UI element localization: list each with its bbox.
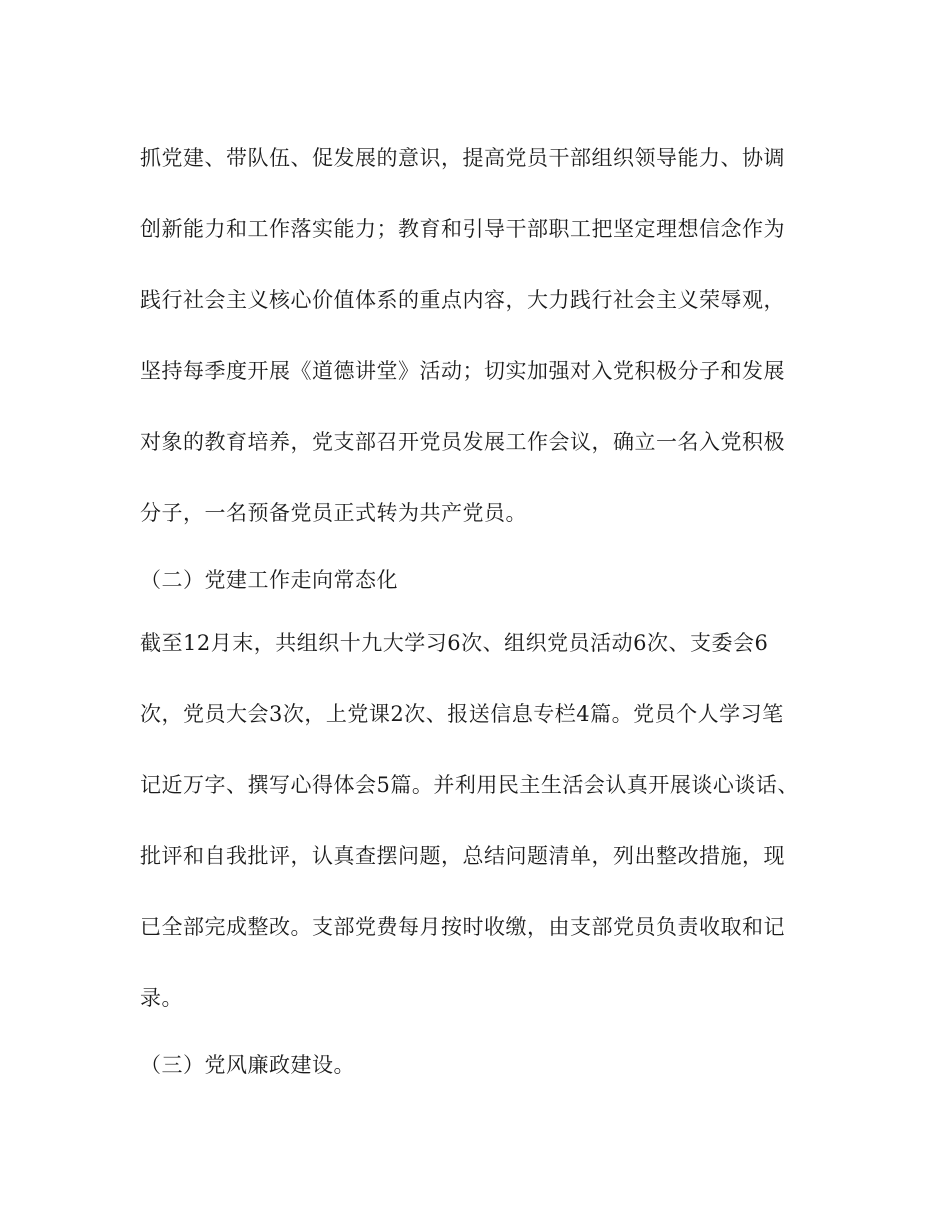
paragraph-line: 截至12月末，共组织十九大学习6次、组织党员活动6次、支委会6 [140,631,769,655]
paragraph-line: 坚持每季度开展《道德讲堂》活动；切实加强对入党积极分子和发展 [140,359,785,383]
paragraph-line: 抓党建、带队伍、促发展的意识，提高党员干部组织领导能力、协调 [140,146,785,170]
paragraph-line: 已全部完成整改。支部党费每月按时收缴，由支部党员负责收取和记 [140,915,785,939]
paragraph-line: 对象的教育培养，党支部召开党员发展工作会议，确立一名入党积极 [140,430,785,454]
paragraph-line: 分子，一名预备党员正式转为共产党员。 [140,501,527,525]
section-heading: （三）党风廉政建设。 [140,1053,355,1077]
paragraph-line: 次，党员大会3次，上党课2次、报送信息专栏4篇。党员个人学习笔 [140,702,784,726]
paragraph-line: 创新能力和工作落实能力；教育和引导干部职工把坚定理想信念作为 [140,217,785,241]
paragraph-line: 批评和自我批评，认真查摆问题，总结问题清单，列出整改措施，现 [140,844,785,868]
paragraph-line: 录。 [140,986,183,1010]
paragraph-line: 记近万字、撰写心得体会5篇。并利用民主生活会认真开展谈心谈话、 [140,773,799,797]
section-heading: （二）党建工作走向常态化 [140,568,398,592]
paragraph-line: 践行社会主义核心价值体系的重点内容，大力践行社会主义荣辱观， [140,288,785,312]
